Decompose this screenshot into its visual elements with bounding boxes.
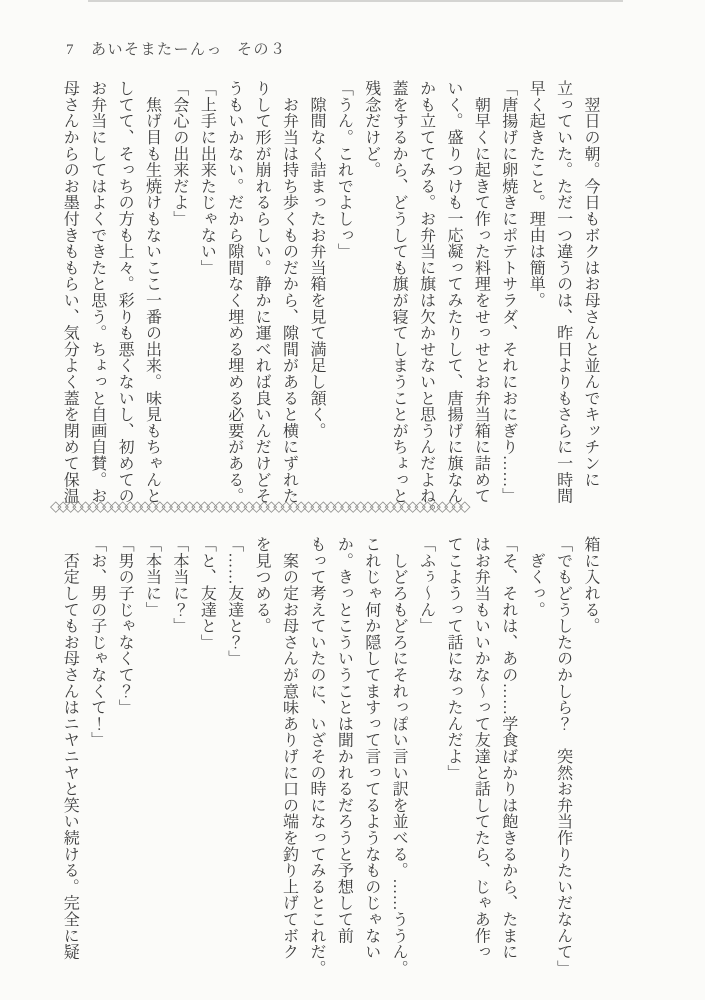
chapter-title: あいそまたーんっ xyxy=(91,42,224,58)
text-column: しどろもどろにそれっぽい言い訳を並べる。……ううん。 xyxy=(390,536,408,977)
text-column: お弁当にしてはよくできたと思う。ちょっと自画自賛。お xyxy=(88,80,106,504)
text-column: うもいかない。だから隙間なく埋める埋める必要がある。 xyxy=(225,80,243,504)
chapter-part: その３ xyxy=(237,42,287,58)
text-column: はお弁当もいいかな～って友達と話してたら、じゃあ作っ xyxy=(472,536,490,960)
text-column: 案の定お母さんが意味ありげに口の端を釣り上げてボク xyxy=(280,536,298,960)
text-column: 「本当に」 xyxy=(143,536,161,618)
text-column: を見つめる。 xyxy=(253,536,271,634)
text-column: 「そ、それは、あの……学食ばかりは飽きるから、たまに xyxy=(499,536,517,960)
text-column: ぎくっ。 xyxy=(527,536,545,618)
text-column: 残念だけど。 xyxy=(362,80,380,178)
text-column: 「会心の出来だよ」 xyxy=(170,80,188,227)
page-header xyxy=(66,38,287,59)
text-column: これじゃ何か隠してますって言ってるようなものじゃない xyxy=(362,536,380,960)
scan-artifact-line xyxy=(88,0,623,2)
text-column: か。きっとこういうことは聞かれるだろうと予想して前 xyxy=(335,536,353,944)
text-section-bottom xyxy=(56,536,604,977)
page-number: 7 xyxy=(66,42,75,58)
text-column: 箱に入れる。 xyxy=(582,536,599,634)
text-column: いく。盛りつけも一応凝ってみたりして、唐揚げに旗なん xyxy=(444,80,462,504)
text-column: りして形が崩れるらしい。静かに運べれば良いんだけどそ xyxy=(253,80,271,504)
text-column: 「唐揚げに卵焼きにポテトサラダ、それにおにぎり……」 xyxy=(499,80,517,504)
text-column: 早く起きたこと。理由は簡単。 xyxy=(527,80,545,309)
text-column: 「でもどうしたのかしら？ 突然お弁当作りたいだなんて」 xyxy=(554,536,572,977)
text-column: 「上手に出来たじゃない」 xyxy=(198,80,216,276)
text-column: 「うん。これでよしっ」 xyxy=(335,80,353,260)
text-column: 「お、男の子じゃなくて！」 xyxy=(88,536,106,748)
text-column: かも立ててみる。お弁当に旗は欠かせないと思うんだよね。 xyxy=(417,80,435,521)
text-column: してて、そっちの方も上々。彩りも悪くないし、初めての xyxy=(116,80,134,504)
text-column: 翌日の朝。今日もボクはお母さんと並んでキッチンに xyxy=(582,80,599,488)
text-column: 立っていた。ただ一つ違うのは、昨日よりもさらに一時間 xyxy=(554,80,572,504)
text-column: もって考えていたのに、いざその時になってみるとこれだ。 xyxy=(307,536,325,977)
text-column: てこようって話になったんだよ」 xyxy=(444,536,462,781)
section-divider: ◇◇◇◇◇◇◇◇◇◇◇◇◇◇◇◇◇◇◇◇◇◇◇◇◇◇◇◇◇◇◇◇◇◇◇◇◇◇◇◇◇◇◇◇◇◇◇◇◇◇◇◇◇◇◇◇ xyxy=(50,497,467,515)
text-column: 「ふぅ～ん」 xyxy=(417,536,435,634)
text-section-top xyxy=(56,80,604,521)
text-column: 「と、友達と」 xyxy=(198,536,216,651)
text-column: 蓋をするから、どうしても旗が寝てしまうことがちょっと xyxy=(390,80,408,504)
text-column: 焦げ目も生焼けもないここ一番の出来。味見もちゃんと xyxy=(143,80,161,504)
text-column: 隙間なく詰まったお弁当箱を見て満足し頷く。 xyxy=(307,80,325,439)
text-column: 母さんからのお墨付きももらい、気分よく蓋を閉めて保温 xyxy=(61,80,79,504)
text-column: 「本当に？」 xyxy=(170,536,188,634)
text-column: 否定してもお母さんはニヤニヤと笑い続ける。完全に疑 xyxy=(61,536,79,960)
text-column: 朝早くに起きて作った料理をせっせとお弁当箱に詰めて xyxy=(472,80,490,504)
text-column: 「男の子じゃなくて？」 xyxy=(116,536,134,716)
text-column: 「……友達と？」 xyxy=(225,536,243,667)
text-column: お弁当は持ち歩くものだから、隙間があると横にずれた xyxy=(280,80,298,504)
